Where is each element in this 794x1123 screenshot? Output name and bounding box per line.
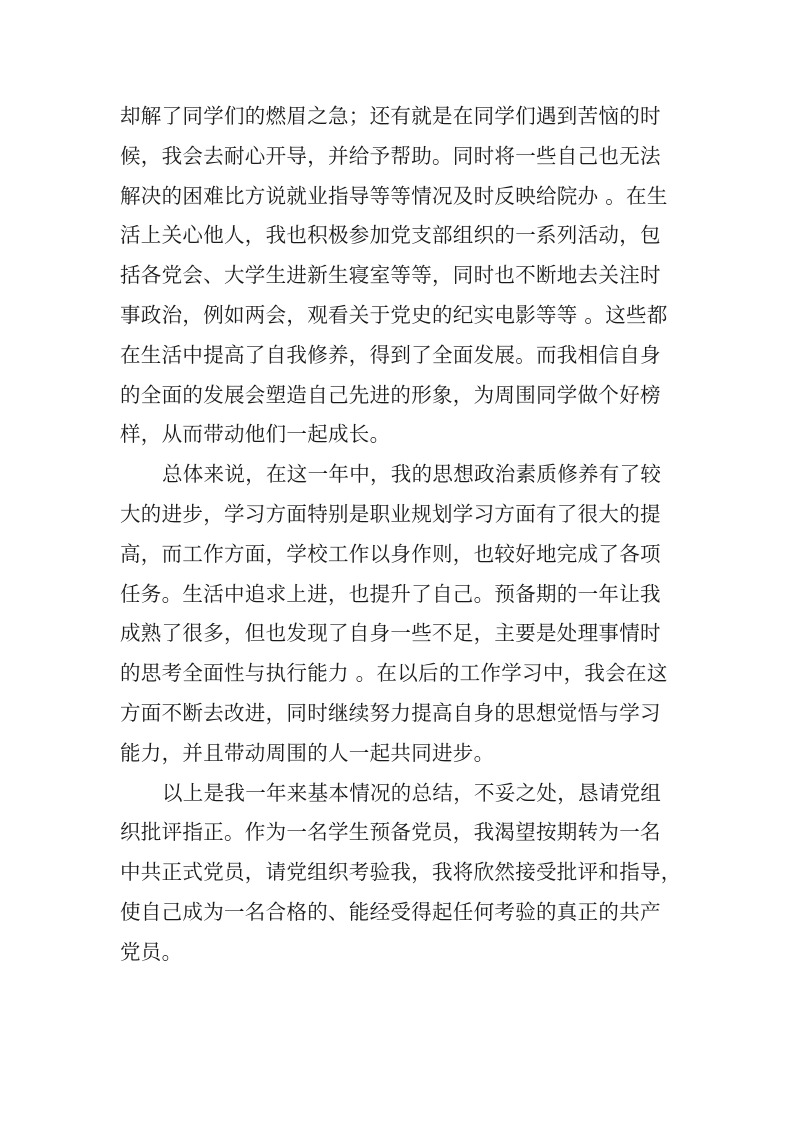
text-line: 中共正式党员，请党组织考验我，我将欣然接受批评和指导， [120,860,682,885]
document-body [120,97,682,973]
text-line: 解决的困难比方说就业指导等等情况及时反映给院办 。在生 [120,183,668,208]
text-line: 样，从而带动他们一起成长。 [120,422,391,447]
text-line: 候，我会去耐心开导，并给予帮助。同时将一些自己也无法 [120,143,661,168]
text-line: 任务。生活中追求上进，也提升了自己。预备期的一年让我 [120,581,661,606]
text-line: 党员。 [120,939,183,964]
text-line: 方面不断去改进，同时继续努力提高自身的思想觉悟与学习 [120,700,661,725]
text-line: 以上是我一年来基本情况的总结，不妥之处，恳请党组 [162,780,662,805]
text-line: 活上关心他人，我也积极参加党支部组织的一系列活动，包 [120,223,661,248]
text-line: 在生活中提高了自我修养，得到了全面发展。而我相信自身 [120,342,661,367]
paragraph-2 [120,455,676,773]
paragraph-1 [120,97,676,455]
text-line: 织批评指正。作为一名学生预备党员，我渴望按期转为一名 [120,820,661,845]
text-line: 成熟了很多，但也发现了自身一些不足，主要是处理事情时 [120,621,661,646]
text-line: 大的进步，学习方面特别是职业规划学习方面有了很大的提 [120,501,661,526]
text-line: 使自己成为一名合格的、能经受得起任何考验的真正的共产 [120,899,661,924]
text-line: 括各党会、大学生进新生寝室等等，同时也不断地去关注时 [120,263,661,288]
paragraph-3 [120,774,682,973]
text-line: 却解了同学们的燃眉之急；还有就是在同学们遇到苦恼的时 [120,104,661,128]
text-line: 的全面的发展会塑造自己先进的形象，为周围同学做个好榜 [120,382,661,407]
text-line: 能力，并且带动周围的人一起共同进步。 [120,740,495,765]
text-line: 总体来说，在这一年中，我的思想政治素质修养有了较 [162,462,662,487]
text-line: 事政治，例如两会，观看关于党史的纪实电影等等 。这些都 [120,302,668,327]
text-line: 高，而工作方面，学校工作以身作则，也较好地完成了各项 [120,541,661,566]
text-line: 的思考全面性与执行能力 。在以后的工作学习中，我会在这 [120,661,668,686]
